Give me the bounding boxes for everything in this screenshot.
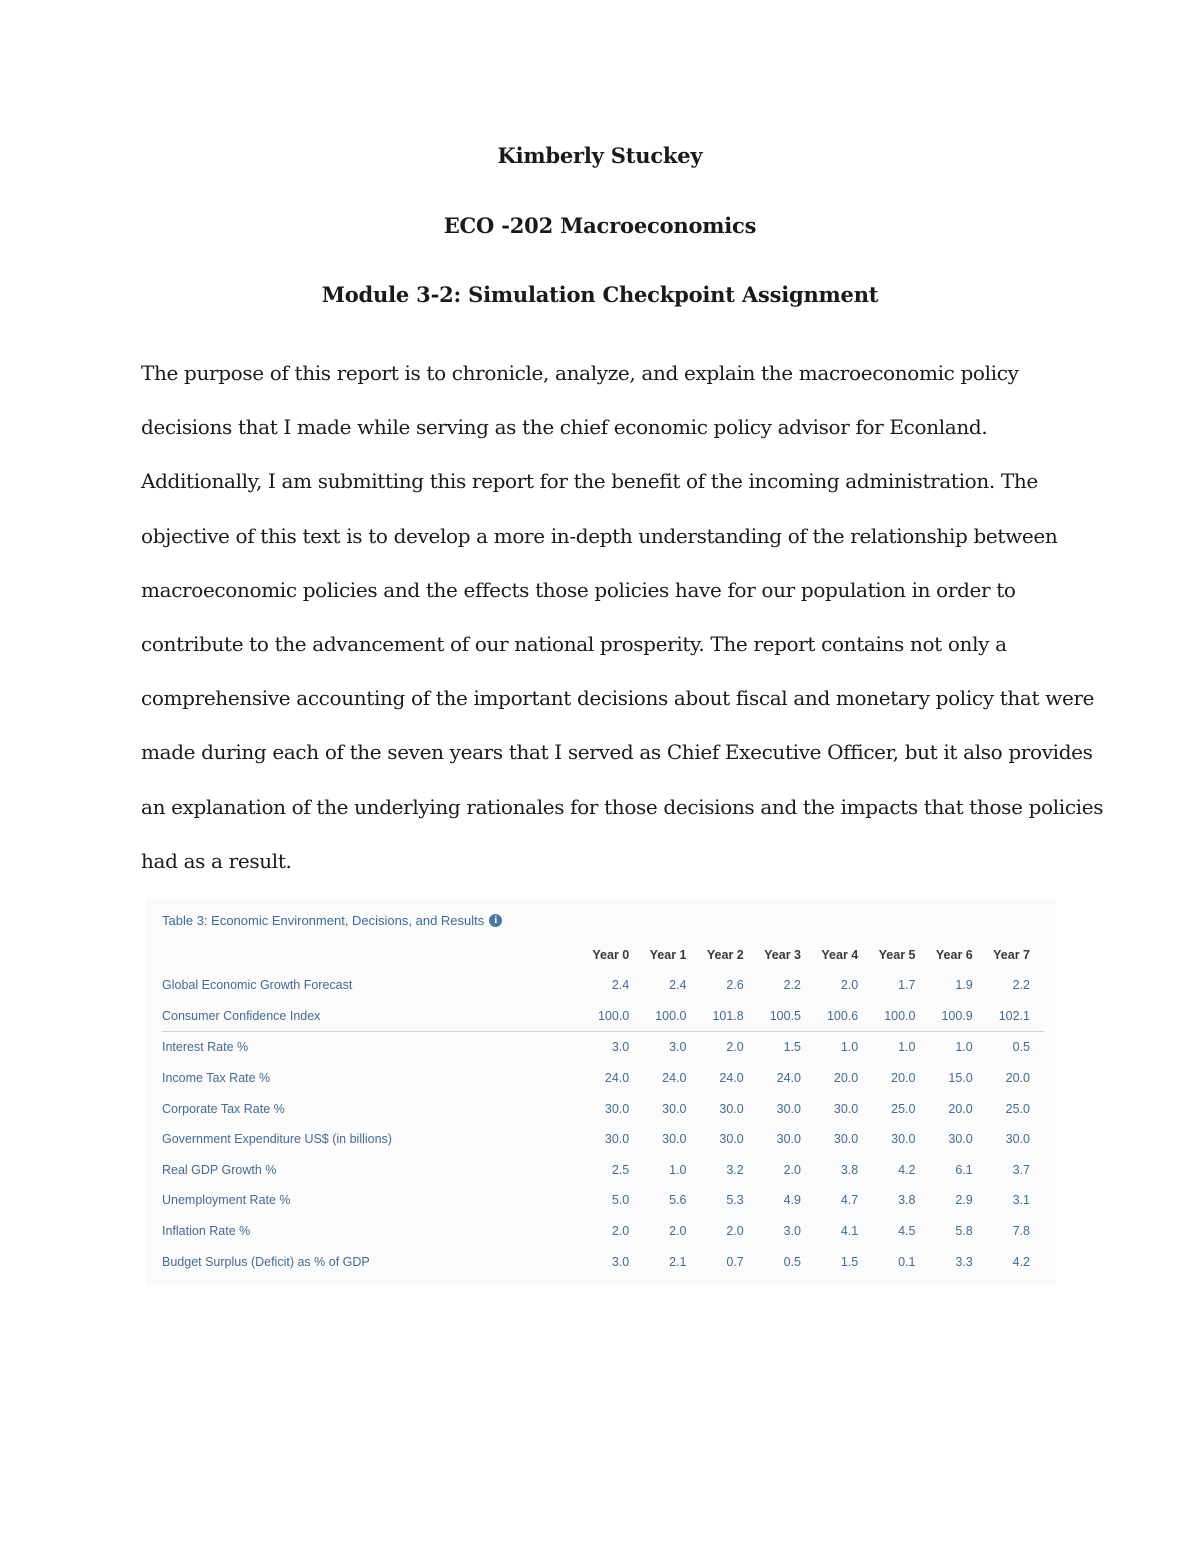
table-cell: 1.0 <box>840 1040 859 1055</box>
table-caption-text: Table 3: Economic Environment, Decisions, and Results <box>162 913 485 928</box>
table-cell: 3.0 <box>611 1254 630 1269</box>
table-cell: 5.6 <box>669 1193 687 1208</box>
column-header: Year 3 <box>764 948 801 962</box>
table-cell: 1.0 <box>955 1040 973 1055</box>
assignment-title: Module 3-2: Simulation Checkpoint Assignment <box>321 282 879 307</box>
table-cell: 2.6 <box>726 978 744 993</box>
table-cell: 30.0 <box>719 1101 744 1116</box>
table-cell: 30.0 <box>662 1132 687 1147</box>
column-header: Year 4 <box>821 948 859 962</box>
table-cell: 2.0 <box>726 1224 744 1239</box>
row-label: Real GDP Growth % <box>162 1162 277 1177</box>
table-row <box>162 1185 1044 1216</box>
table-cell: 3.0 <box>669 1040 687 1055</box>
paragraph-line: an explanation of the underlying rationales for those decisions and the impacts that those policies <box>141 794 1104 819</box>
table-cell: 2.2 <box>783 978 801 993</box>
table-cell: 3.3 <box>955 1254 973 1269</box>
table-cell: 20.0 <box>948 1101 973 1116</box>
table-body <box>162 970 1044 1277</box>
table-cell: 4.9 <box>783 1193 801 1208</box>
column-header: Year 5 <box>878 948 916 962</box>
table-cell: 4.2 <box>1012 1254 1030 1269</box>
column-header: Year 6 <box>935 948 973 962</box>
paragraph-line: contribute to the advancement of our national prosperity. The report contains not only a <box>141 632 1007 657</box>
table-cell: 30.0 <box>604 1101 630 1116</box>
table-cell: 24.0 <box>604 1071 630 1086</box>
economic-table-image <box>146 898 1056 1286</box>
table-cell: 4.7 <box>840 1193 859 1208</box>
table-cell: 2.5 <box>611 1162 630 1177</box>
table-cell: 2.0 <box>726 1040 744 1055</box>
table-row <box>162 1063 1044 1094</box>
table-cell: 0.7 <box>726 1254 744 1269</box>
table-cell: 30.0 <box>662 1101 687 1116</box>
table-cell: 2.4 <box>669 978 687 993</box>
table-cell: 4.5 <box>898 1224 916 1239</box>
table-cell: 100.5 <box>758 1001 815 1032</box>
table-header-row <box>162 940 1044 970</box>
economic-results-table <box>162 940 1044 1277</box>
table-cell: 100.0 <box>872 1001 929 1032</box>
table-cell: 24.0 <box>776 1071 801 1086</box>
table-cell: 3.8 <box>840 1162 859 1177</box>
author-name: Kimberly Stuckey <box>497 143 703 168</box>
table-cell: 2.0 <box>840 978 859 993</box>
paragraph-line: had as a result. <box>141 848 292 873</box>
table-cell: 25.0 <box>1005 1101 1030 1116</box>
table-row <box>162 1001 1044 1032</box>
table-cell: 2.0 <box>669 1224 687 1239</box>
table-cell: 0.5 <box>783 1254 801 1269</box>
column-header: Year 0 <box>592 948 630 962</box>
table-cell: 3.0 <box>783 1224 801 1239</box>
table-cell: 24.0 <box>662 1071 687 1086</box>
table-cell: 30.0 <box>776 1132 801 1147</box>
intro-paragraph <box>141 346 1104 888</box>
table-cell: 30.0 <box>719 1132 744 1147</box>
row-label: Corporate Tax Rate % <box>162 1101 285 1116</box>
table-cell: 30.0 <box>776 1101 801 1116</box>
table-caption <box>162 913 502 928</box>
table-cell: 1.7 <box>898 978 916 993</box>
table-cell: 7.8 <box>1012 1224 1030 1239</box>
info-icon[interactable]: i <box>489 914 502 927</box>
column-header: Year 2 <box>706 948 744 962</box>
table-cell: 102.1 <box>987 1001 1044 1032</box>
table-cell: 3.8 <box>898 1193 916 1208</box>
paragraph-line: made during each of the seven years that I served as Chief Executive Officer, but it also provides <box>141 740 1093 765</box>
table-cell: 6.1 <box>955 1162 973 1177</box>
table-cell: 2.0 <box>611 1224 630 1239</box>
column-header: Year 1 <box>649 948 687 962</box>
table-cell: 5.0 <box>611 1193 630 1208</box>
row-label: Budget Surplus (Deficit) as % of GDP <box>162 1254 370 1269</box>
table-cell: 25.0 <box>891 1101 916 1116</box>
table-cell: 24.0 <box>719 1071 744 1086</box>
table-cell: 30.0 <box>891 1132 916 1147</box>
table-cell: 2.4 <box>611 978 630 993</box>
table-cell: 100.9 <box>930 1001 987 1032</box>
row-label: Inflation Rate % <box>162 1224 251 1239</box>
table-cell: 20.0 <box>1005 1071 1030 1086</box>
table-cell: 4.1 <box>840 1224 859 1239</box>
paragraph-line: The purpose of this report is to chronicle, analyze, and explain the macroeconomic policy <box>141 361 1019 385</box>
table-cell: 1.0 <box>898 1040 916 1055</box>
table-cell: 100.0 <box>586 1001 643 1032</box>
table-cell: 3.7 <box>1012 1162 1030 1177</box>
table-cell: 20.0 <box>891 1071 916 1086</box>
table-row <box>162 1246 1044 1277</box>
course-title: ECO -202 Macroeconomics <box>443 213 757 238</box>
table-cell: 0.5 <box>1012 1040 1030 1055</box>
paragraph-line: objective of this text is to develop a more in-depth understanding of the relationship between <box>141 523 1058 548</box>
row-label: Interest Rate % <box>162 1040 249 1055</box>
table-cell: 1.0 <box>669 1162 687 1177</box>
table-cell: 3.0 <box>611 1040 630 1055</box>
table-cell: 100.6 <box>815 1001 872 1032</box>
table-cell: 30.0 <box>604 1132 630 1147</box>
paragraph-line: decisions that I made while serving as the chief economic policy advisor for Econland. <box>141 415 988 440</box>
row-label: Income Tax Rate % <box>162 1071 271 1086</box>
row-label: Global Economic Growth Forecast <box>162 978 353 993</box>
table-cell: 2.1 <box>669 1254 687 1269</box>
table-row <box>162 1155 1044 1186</box>
table-cell: 30.0 <box>1005 1132 1030 1147</box>
table-cell: 20.0 <box>833 1071 859 1086</box>
table-cell: 5.3 <box>726 1193 744 1208</box>
table-cell: 4.2 <box>898 1162 916 1177</box>
table-cell: 2.0 <box>783 1162 801 1177</box>
table-cell: 3.1 <box>1012 1193 1030 1208</box>
table-cell: 1.5 <box>783 1040 801 1055</box>
paragraph-line: Additionally, I am submitting this report for the benefit of the incoming administration. The <box>141 469 1038 494</box>
row-label: Unemployment Rate % <box>162 1193 291 1208</box>
table-header-label <box>162 940 586 970</box>
table-cell: 100.0 <box>643 1001 700 1032</box>
paragraph-line: comprehensive accounting of the important decisions about fiscal and monetary policy that were <box>141 686 1095 711</box>
table-cell: 2.9 <box>955 1193 973 1208</box>
table-row <box>162 1216 1044 1247</box>
table-cell: 101.8 <box>701 1001 758 1032</box>
table-cell: 5.8 <box>955 1224 973 1239</box>
table-row <box>162 1124 1044 1155</box>
table-row <box>162 970 1044 1001</box>
table-cell: 1.9 <box>955 978 973 993</box>
table-row <box>162 1032 1044 1063</box>
table-cell: 30.0 <box>833 1132 859 1147</box>
table-cell: 30.0 <box>948 1132 973 1147</box>
table-cell: 0.1 <box>898 1254 916 1269</box>
row-label: Government Expenditure US$ (in billions) <box>162 1132 392 1147</box>
column-header: Year 7 <box>993 948 1030 962</box>
table-cell: 15.0 <box>948 1071 973 1086</box>
table-cell: 3.2 <box>726 1162 744 1177</box>
row-label: Consumer Confidence Index <box>162 1001 586 1032</box>
table-cell: 30.0 <box>833 1101 859 1116</box>
paragraph-line: macroeconomic policies and the effects those policies have for our population in order to <box>141 577 1016 602</box>
table-row <box>162 1093 1044 1124</box>
table-cell: 2.2 <box>1012 978 1030 993</box>
table-cell: 1.5 <box>840 1254 859 1269</box>
